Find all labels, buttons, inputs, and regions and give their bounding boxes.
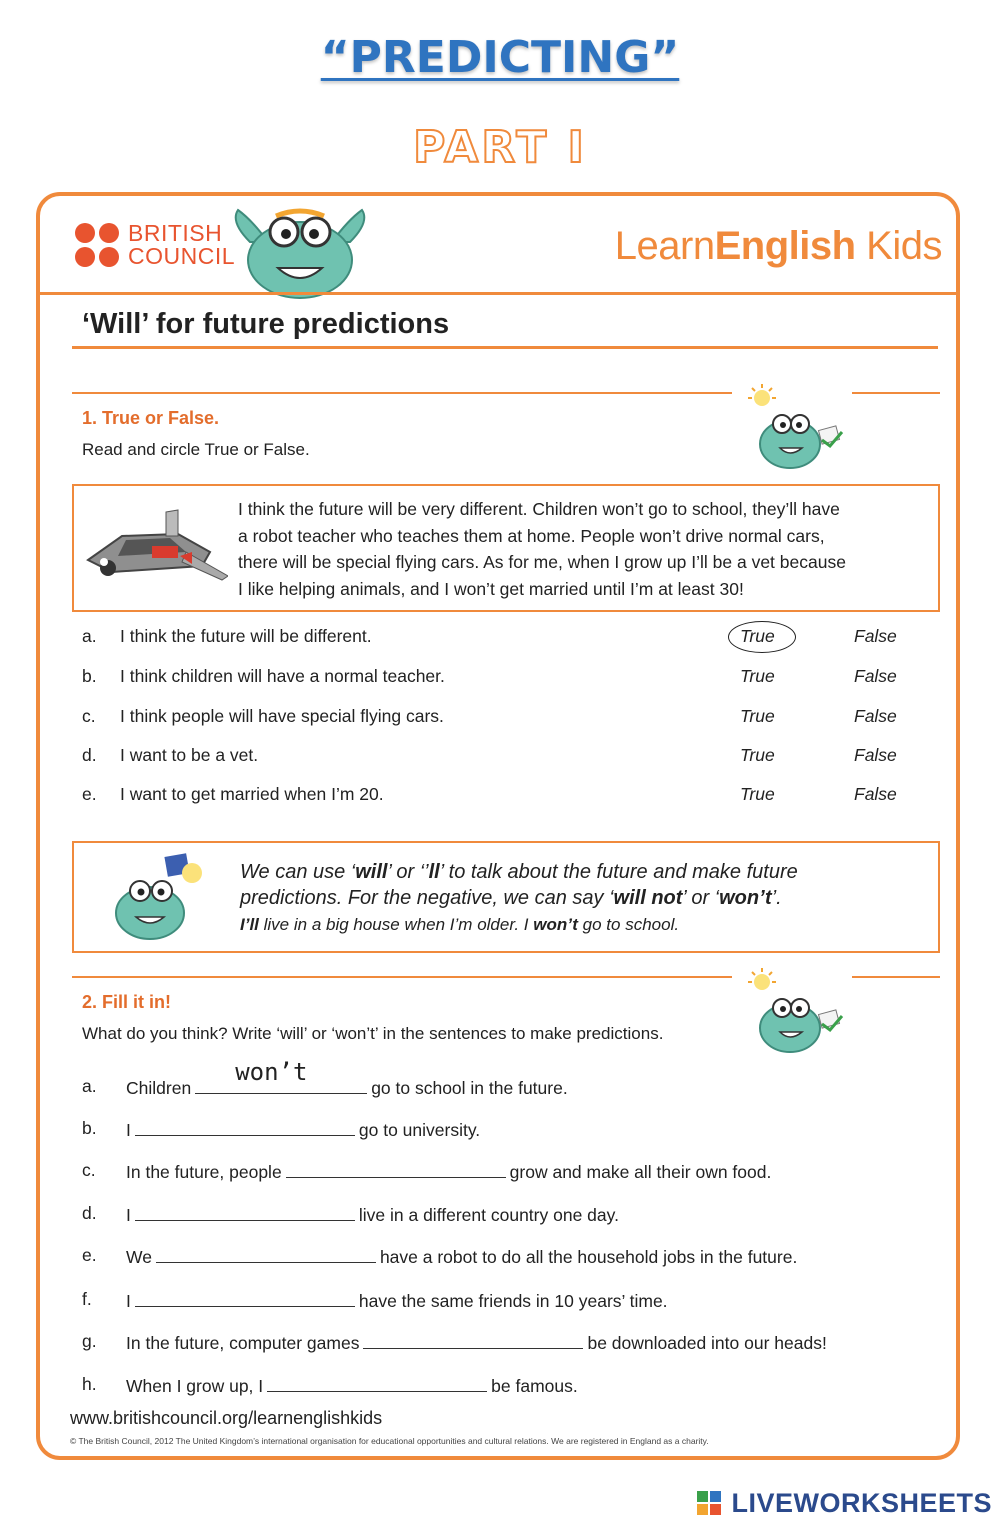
tf-item-c	[82, 706, 912, 736]
sentence-end: go to school in the future.	[371, 1078, 568, 1098]
mascot-idea-icon	[740, 966, 850, 1056]
part-heading: PART I	[413, 122, 587, 173]
tip-line-1: We can use ‘will’ or ‘’ll’ to talk about the future and make future	[240, 861, 798, 883]
item-letter: e.	[82, 784, 97, 804]
item-letter: e.	[82, 1245, 97, 1265]
section2-title: 2. Fill it in!	[82, 992, 171, 1012]
item-statement: I think children will have a normal teacher.	[120, 666, 445, 686]
answer-blank[interactable]	[195, 1058, 367, 1094]
worksheet-title: ‘Will’ for future predictions	[82, 308, 450, 340]
tf-item-d	[82, 745, 912, 775]
british-council-brand: BRITISH COUNCIL	[128, 220, 236, 269]
item-letter: h.	[82, 1374, 97, 1394]
story-line: a robot teacher who teaches them at home. People won’t drive normal cars,	[238, 525, 825, 546]
sentence-start: In the future, computer games	[126, 1333, 360, 1353]
section2-divider-left	[72, 976, 732, 978]
sentence-end: have a robot to do all the household jobs in the future.	[379, 1247, 798, 1267]
item-letter: c.	[82, 1160, 96, 1180]
true-option[interactable]: True	[740, 706, 775, 726]
true-option[interactable]: True	[740, 784, 775, 804]
sentence-end: grow and make all their own food.	[509, 1162, 772, 1182]
section1-instruction: Read and circle True or False.	[82, 440, 310, 459]
item-letter: b.	[82, 666, 97, 686]
story-box	[72, 484, 940, 612]
title-divider	[72, 346, 938, 349]
false-option[interactable]: False	[854, 706, 897, 726]
liveworksheets-logo-icon	[697, 1491, 721, 1515]
sentence-end: go to university.	[358, 1120, 481, 1140]
tf-item-a	[82, 626, 912, 656]
item-letter: c.	[82, 706, 96, 726]
fill-item-e	[82, 1245, 942, 1273]
true-option[interactable]: True	[740, 745, 775, 765]
fill-item-f	[82, 1289, 942, 1317]
sentence-start: When I grow up, I	[126, 1376, 264, 1396]
answer-blank[interactable]	[135, 1203, 355, 1221]
sentence-end: be famous.	[491, 1376, 578, 1396]
sentence-start: I	[126, 1291, 131, 1311]
fill-item-g	[82, 1331, 942, 1359]
worksheet	[36, 192, 960, 1460]
item-letter: d.	[82, 745, 97, 765]
fill-item-h	[82, 1374, 942, 1402]
mascot-idea-icon	[740, 382, 850, 472]
item-statement: I want to be a vet.	[120, 745, 259, 765]
tf-item-b	[82, 666, 912, 696]
answer-blank[interactable]	[267, 1374, 487, 1392]
story-line: there will be special flying cars. As for me, when I grow up I’ll be a vet because	[238, 552, 846, 572]
true-option[interactable]: True	[740, 626, 775, 646]
fill-item-a	[82, 1058, 942, 1104]
handwritten-answer: won’t	[235, 1058, 308, 1086]
learnenglish-kids-brand: LearnEnglish Kids	[614, 224, 942, 268]
false-option[interactable]: False	[854, 666, 897, 686]
section1-title: 1. True or False.	[82, 408, 220, 428]
answer-blank[interactable]	[135, 1118, 355, 1136]
sentence-end: have the same friends in 10 years’ time.	[358, 1291, 668, 1311]
tf-item-e	[82, 784, 912, 814]
tip-example: I’ll live in a big house when I’m older. I won’t go to school.	[240, 915, 680, 934]
false-option[interactable]: False	[854, 626, 897, 646]
section1-divider-left	[72, 392, 732, 394]
sentence-end: live in a different country one day.	[358, 1205, 619, 1225]
answer-blank[interactable]	[135, 1289, 355, 1307]
answer-blank[interactable]	[286, 1160, 506, 1178]
answer-blank[interactable]	[156, 1245, 376, 1263]
item-letter: g.	[82, 1331, 97, 1351]
flying-car-icon	[82, 506, 228, 590]
sentence-end: be downloaded into our heads!	[587, 1333, 827, 1353]
footer-url[interactable]: www.britishcouncil.org/learnenglishkids	[70, 1408, 383, 1428]
liveworksheets-watermark: LIVEWORKSHEETS	[731, 1488, 992, 1518]
fill-item-c	[82, 1160, 942, 1188]
british-council-logo-icon	[74, 222, 120, 268]
item-statement: I think people will have special flying cars.	[120, 706, 444, 726]
item-letter: b.	[82, 1118, 97, 1138]
fill-item-b	[82, 1118, 942, 1146]
fill-item-d	[82, 1203, 942, 1231]
mascot-thinking-icon	[104, 851, 224, 947]
page-title: “PREDICTING”	[320, 32, 680, 83]
sentence-start: In the future, people	[126, 1162, 282, 1182]
monster-mascot-icon	[230, 202, 370, 302]
section2-divider-right	[852, 976, 940, 978]
item-statement: I want to get married when I’m 20.	[120, 784, 384, 804]
item-letter: d.	[82, 1203, 97, 1223]
true-option[interactable]: True	[740, 666, 775, 686]
sentence-start: I	[126, 1120, 131, 1140]
story-text	[238, 496, 934, 602]
tip-line-2: predictions. For the negative, we can say ‘will not’ or ‘won’t’.	[240, 887, 782, 909]
item-statement: I think the future will be different.	[120, 626, 372, 646]
false-option[interactable]: False	[854, 745, 897, 765]
story-line: I think the future will be very different. Children won’t go to school, they’ll have	[238, 499, 840, 519]
item-letter: a.	[82, 1076, 97, 1096]
item-letter: a.	[82, 626, 97, 646]
section2-instruction: What do you think? Write ‘will’ or ‘won’t’ in the sentences to make predictions.	[82, 1024, 664, 1043]
answer-blank[interactable]	[363, 1331, 583, 1349]
story-line: I like helping animals, and I won’t get married until I’m at least 30!	[238, 578, 744, 599]
grammar-tip-box	[72, 841, 940, 953]
item-letter: f.	[82, 1289, 92, 1309]
header-divider	[40, 292, 956, 295]
sentence-start: We	[126, 1247, 152, 1267]
sentence-start: Children	[126, 1078, 192, 1098]
false-option[interactable]: False	[854, 784, 897, 804]
sentence-start: I	[126, 1205, 131, 1225]
section1-divider-right	[852, 392, 940, 394]
footer-copyright: © The British Council, 2012 The United Kingdom’s international organisation for educational opportunities and cultural relations. We are registered in England as a charity.	[70, 1436, 709, 1446]
